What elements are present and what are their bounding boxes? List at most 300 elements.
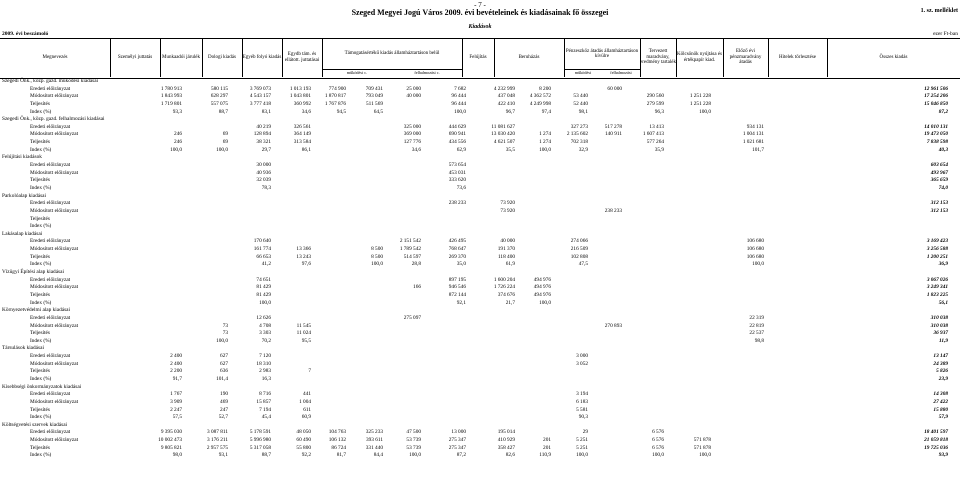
value-cell: 275 097 [403,314,421,321]
value-cell: 98,8 [754,337,764,344]
table-row [0,131,960,139]
value-cell: 64,5 [373,108,383,115]
value-cell: 60 490 [296,437,311,444]
value-cell: 1 251 228 [689,100,711,107]
row-label: Teljesítés [30,444,50,451]
value-cell: 35,0 [456,261,466,268]
total-cell: 312 153 [930,207,948,214]
value-cell: 10 002 473 [158,437,182,444]
value-cell: 514 597 [403,253,421,260]
value-cell: 140 911 [604,131,622,138]
value-cell: 577 264 [646,139,664,146]
value-cell: 96 444 [451,100,466,107]
row-label: Eredeti előirányzat [30,314,71,321]
total-cell: 3 256 588 [926,246,948,253]
value-cell: 3 777 418 [249,100,271,107]
value-cell: 40 219 [256,123,271,130]
total-cell: 21 059 818 [924,437,948,444]
row-label: Módosított előirányzat [30,93,79,100]
value-cell: 434 556 [448,139,466,146]
value-cell: 57,5 [172,414,182,421]
value-cell: 364 149 [293,131,311,138]
value-cell: 360 992 [293,100,311,107]
value-cell: 100,0 [752,261,764,268]
total-cell: 36,9 [938,261,948,268]
row-label: Teljesítés [30,139,50,146]
value-cell: 81,7 [336,452,346,459]
group-label: Szegedi Önk., közp. gazd. felhalmozási kiadásai [2,116,105,123]
value-cell: 7 194 [259,406,271,413]
value-cell: 2 400 [170,360,182,367]
row-label: Index (%) [30,146,52,153]
value-cell: 11 081 627 [491,123,515,130]
table-row [0,284,960,292]
total-cell: 365 659 [930,177,948,184]
value-cell: 98,1 [578,108,588,115]
total-cell: 13 147 [933,353,948,360]
value-cell: 2 135 602 [566,131,588,138]
value-cell: 270 893 [604,322,622,329]
value-cell: 636 [220,368,228,375]
value-cell: 5 251 [576,444,588,451]
table-row [0,124,960,132]
value-cell: 9 395 030 [160,429,182,436]
table-row [0,452,960,460]
value-cell: 78,3 [261,184,271,191]
value-cell: 410 929 [497,437,515,444]
value-cell: 290 560 [646,93,664,100]
value-cell: 13 030 420 [491,131,515,138]
group-header-row [0,422,960,430]
value-cell: 426 495 [448,238,466,245]
subheader-2: működési [574,70,592,75]
subheader-1: felhalmozási c. [414,70,440,75]
header-col-7: Felújítás [469,54,487,60]
total-cell: 19 473 050 [924,131,948,138]
value-cell: 47 500 [406,429,421,436]
table-row [0,139,960,147]
group-label: Költségvetési szervek kiadásai [2,421,68,428]
value-cell: 326 561 [293,123,311,130]
value-cell: 4 621 507 [493,139,515,146]
value-cell: 327 273 [570,123,588,130]
header-divider [160,38,161,77]
value-cell: 5 178 591 [249,429,271,436]
table-row [0,238,960,246]
value-cell: 8 500 [371,253,383,260]
value-cell: 1 789 542 [399,246,421,253]
header-divider [827,38,828,77]
group-label: Vízügyi Építési alap kiadásai [2,269,64,276]
value-cell: 4 232 999 [493,85,515,92]
value-cell: 627 [220,360,228,367]
value-cell: 4 362 572 [529,93,551,100]
value-cell: 13 000 [451,429,466,436]
value-cell: 9 805 821 [160,444,182,451]
data-table [0,78,960,460]
total-cell: 1 823 225 [926,291,948,298]
row-label: Módosított előirányzat [30,284,79,291]
value-cell: 333 620 [448,177,466,184]
value-cell: 84,4 [373,452,383,459]
value-cell: 190 [220,391,228,398]
value-cell: 2 247 [170,406,182,413]
value-cell: 393 611 [365,437,383,444]
value-cell: 100,0 [409,452,421,459]
total-cell: 15 880 [933,406,948,413]
group-label: Felújítási kiadások [2,154,42,161]
value-cell: 2 957 575 [206,444,228,451]
value-cell: 86 724 [331,444,346,451]
total-cell: 27 422 [933,398,948,405]
table-row [0,399,960,407]
value-cell: 6 576 [652,444,664,451]
value-cell: 444 629 [448,123,466,130]
value-cell: 247 [220,406,228,413]
value-cell: 90,3 [578,414,588,421]
row-label: Módosított előirányzat [30,398,79,405]
value-cell: 441 [303,391,311,398]
value-cell: 38 321 [256,139,271,146]
row-label: Módosított előirányzat [30,246,79,253]
value-cell: 275 347 [448,437,466,444]
row-label: Teljesítés [30,215,50,222]
total-cell: 12 961 506 [924,85,948,92]
table-row [0,315,960,323]
table-row [0,216,960,224]
row-label: Módosított előirányzat [30,207,79,214]
value-cell: 100,0 [454,108,466,115]
table-row [0,246,960,254]
header-divider [110,38,111,77]
row-label: Index (%) [30,261,52,268]
value-cell: 97,6 [301,261,311,268]
header-divider [462,38,463,77]
total-cell: 15 046 850 [924,100,948,107]
row-label: Eredeti előirányzat [30,353,71,360]
row-label: Index (%) [30,452,52,459]
value-cell: 96 444 [451,93,466,100]
value-cell: 6 576 [652,429,664,436]
value-cell: 2 983 [259,368,271,375]
value-cell: 369 000 [403,131,421,138]
value-cell: 100,0 [371,261,383,268]
value-cell: 100,0 [216,337,228,344]
value-cell: 73 920 [500,207,515,214]
value-cell: 269 370 [448,253,466,260]
value-cell: 279 599 [646,100,664,107]
value-cell: 2 200 [170,368,182,375]
value-cell: 29 [582,429,588,436]
value-cell: 325 000 [403,123,421,130]
row-label: Index (%) [30,414,52,421]
value-cell: 100,0 [259,299,271,306]
value-cell: 494 976 [533,291,551,298]
header-divider [723,38,724,77]
value-cell: 628 297 [210,93,228,100]
value-cell: 946 546 [448,284,466,291]
value-cell: 22 819 [749,322,764,329]
value-cell: 3 087 811 [207,429,228,436]
value-cell: 81 429 [256,284,271,291]
value-cell: 1 043 801 [289,93,311,100]
value-cell: 8 500 [371,246,383,253]
total-cell: 3 169 423 [926,238,948,245]
row-label: Eredeti előirányzat [30,391,71,398]
value-cell: 1 719 801 [160,100,182,107]
value-cell: 702 318 [570,139,588,146]
value-cell: 100,0 [170,146,182,153]
value-cell: 325 233 [365,429,383,436]
group-label: Társulások kiadásai [2,345,44,352]
value-cell: 2 151 542 [399,238,421,245]
value-cell: 690 941 [448,131,466,138]
value-cell: 774 900 [328,85,346,92]
value-cell: 580 115 [210,85,228,92]
row-label: Módosított előirányzat [30,322,79,329]
total-cell: 93,9 [938,452,948,459]
row-label: Teljesítés [30,253,50,260]
row-label: Eredeti előirányzat [30,238,71,245]
value-cell: 494 976 [533,276,551,283]
value-cell: 1 021 681 [742,139,764,146]
table-row [0,376,960,384]
value-cell: 48 050 [296,429,311,436]
group-header-row [0,231,960,239]
value-cell: 4 708 [259,322,271,329]
value-cell: 110,9 [539,452,551,459]
value-cell: 35,9 [654,146,664,153]
total-cell: 7 838 598 [926,139,948,146]
table-row [0,445,960,453]
header-col-6: Támogatásértékű kiadás államháztartáson belül [344,51,440,57]
value-cell: 100,0 [539,299,551,306]
value-cell: 557 075 [210,100,228,107]
subheader-3: felhalmozási [610,70,632,75]
value-cell: 5 581 [576,406,588,413]
header-divider [640,38,641,77]
table-row [0,208,960,216]
value-cell: 88,7 [261,452,271,459]
value-cell: 4 543 157 [249,93,271,100]
value-cell: 1 726 224 [493,284,515,291]
value-cell: 16,3 [261,375,271,382]
page-title: Szeged Megyei Jogú Város 2009. évi bevételeinek és kiadásainak fő összegei [351,8,609,17]
value-cell: 92,2 [301,452,311,459]
value-cell: 238 233 [604,207,622,214]
value-cell: 1 004 [299,398,311,405]
value-cell: 106 680 [746,238,764,245]
value-cell: 201 [543,444,551,451]
value-cell: 40 000 [406,93,421,100]
header-col-9: Pénzeszköz átadás államháztartáson kívülre [565,48,639,59]
table-row [0,368,960,376]
table-row [0,330,960,338]
value-cell: 768 647 [448,246,466,253]
total-cell: 87,2 [938,108,948,115]
value-cell: 73 920 [500,200,515,207]
value-cell: 8 716 [259,391,271,398]
value-cell: 91,7 [172,375,182,382]
value-cell: 83,1 [261,108,271,115]
row-label: Index (%) [30,184,52,191]
row-label: Index (%) [30,108,52,115]
row-label: Teljesítés [30,330,50,337]
value-cell: 170 640 [253,238,271,245]
table-row [0,162,960,170]
value-cell: 81 429 [256,291,271,298]
value-cell: 30 000 [256,162,271,169]
value-cell: 82,6 [505,452,515,459]
table-row [0,338,960,346]
value-cell: 62,9 [456,146,466,153]
value-cell: 422 410 [497,100,515,107]
value-cell: 1 767 876 [324,100,346,107]
value-cell: 313 584 [293,139,311,146]
value-cell: 161 774 [253,246,271,253]
value-cell: 25 000 [406,85,421,92]
row-label: Teljesítés [30,368,50,375]
header-divider [202,38,203,77]
value-cell: 73 [222,322,228,329]
group-header-row [0,193,960,201]
row-label: Teljesítés [30,291,50,298]
total-cell: 493 967 [930,169,948,176]
group-label: Szegedi Önk., közp. gazd. működési kiadásai [2,78,99,84]
value-cell: 92,1 [456,299,466,306]
total-cell: 1 200 251 [926,253,948,260]
value-cell: 98,0 [172,452,182,459]
value-cell: 34,6 [411,146,421,153]
group-header-row [0,269,960,277]
group-header-row [0,78,960,86]
value-cell: 7 120 [259,353,271,360]
value-cell: 94,5 [336,108,346,115]
value-cell: 118 400 [497,253,515,260]
table-row [0,147,960,155]
table-row [0,391,960,399]
value-cell: 1 767 [170,391,182,398]
value-cell: 29,7 [261,146,271,153]
value-cell: 573 654 [448,162,466,169]
value-cell: 611 [303,406,311,413]
table-row [0,170,960,178]
total-cell: 312 153 [930,200,948,207]
row-label: Eredeti előirányzat [30,276,71,283]
value-cell: 793 049 [365,93,383,100]
row-label: Index (%) [30,223,52,230]
total-cell: 3 249 341 [926,284,948,291]
table-row [0,109,960,117]
value-cell: 5 996 980 [249,437,271,444]
total-cell: 56,1 [938,299,948,306]
value-cell: 331 440 [365,444,383,451]
header-col-14: Összes kiadás [879,54,908,60]
value-cell: 191 370 [497,246,515,253]
value-cell: 96,3 [654,108,664,115]
table-row [0,353,960,361]
value-cell: 216 509 [570,246,588,253]
value-cell: 1 274 [539,139,551,146]
group-header-row [0,154,960,162]
value-cell: 34,6 [301,108,311,115]
group-label: Parkolóalap kiadásai [2,192,46,199]
value-cell: 11 545 [296,322,311,329]
value-cell: 53 739 [406,437,421,444]
value-cell: 74 651 [256,276,271,283]
value-cell: 22 319 [749,314,764,321]
table-row [0,429,960,437]
value-cell: 101,4 [216,375,228,382]
value-cell: 275 347 [448,444,466,451]
total-cell: 40,3 [938,146,948,153]
page-number: - 7 - [474,1,486,9]
value-cell: 238 233 [448,200,466,207]
total-cell: 3 067 026 [926,276,948,283]
value-cell: 100,0 [576,452,588,459]
value-cell: 4 249 998 [529,100,551,107]
value-cell: 246 [174,139,182,146]
value-cell: 571 878 [693,437,711,444]
value-cell: 53 440 [573,93,588,100]
value-cell: 1 870 817 [324,93,346,100]
total-cell: 310 038 [930,314,948,321]
table-row [0,177,960,185]
row-label: Eredeti előirányzat [30,85,71,92]
value-cell: 12 626 [256,314,271,321]
header-divider [768,38,769,77]
header-col-2: Munkaadói járulék [162,54,200,60]
total-cell: 23,9 [938,375,948,382]
header-col-11: Kölcsönök nyújtása és értékpapír kiad. [677,52,722,63]
value-cell: 28,8 [411,261,421,268]
value-cell: 18 310 [256,360,271,367]
value-cell: 53 739 [406,444,421,451]
value-cell: 100,0 [699,108,711,115]
value-cell: 35,5 [505,146,515,153]
value-cell: 1 274 [539,131,551,138]
unit-label: ezer Ft-ban [933,31,958,37]
value-cell: 69 [222,139,228,146]
value-cell: 13 243 [296,253,311,260]
value-cell: 128 894 [253,131,271,138]
total-cell: 11,9 [939,337,948,344]
value-cell: 40 936 [256,169,271,176]
header-col-13: Hitelek törlesztése [778,54,817,60]
table-row [0,185,960,193]
value-cell: 1 607 413 [642,131,664,138]
row-label: Eredeti előirányzat [30,162,71,169]
value-cell: 70,2 [261,337,271,344]
value-cell: 73 [222,330,228,337]
table-row [0,254,960,262]
table-row [0,223,960,231]
value-cell: 1 843 993 [160,93,182,100]
row-label: Index (%) [30,375,52,382]
value-cell: 246 [174,131,182,138]
value-cell: 469 [220,398,228,405]
value-cell: 93,1 [218,452,228,459]
total-cell: 24 389 [933,360,948,367]
total-cell: 18 401 597 [924,429,948,436]
value-cell: 1 251 228 [689,93,711,100]
table-row [0,101,960,109]
value-cell: 934 131 [746,123,764,130]
value-cell: 102 808 [570,253,588,260]
value-cell: 88,7 [218,108,228,115]
value-cell: 3 176 211 [207,437,228,444]
total-cell: 603 654 [930,162,948,169]
